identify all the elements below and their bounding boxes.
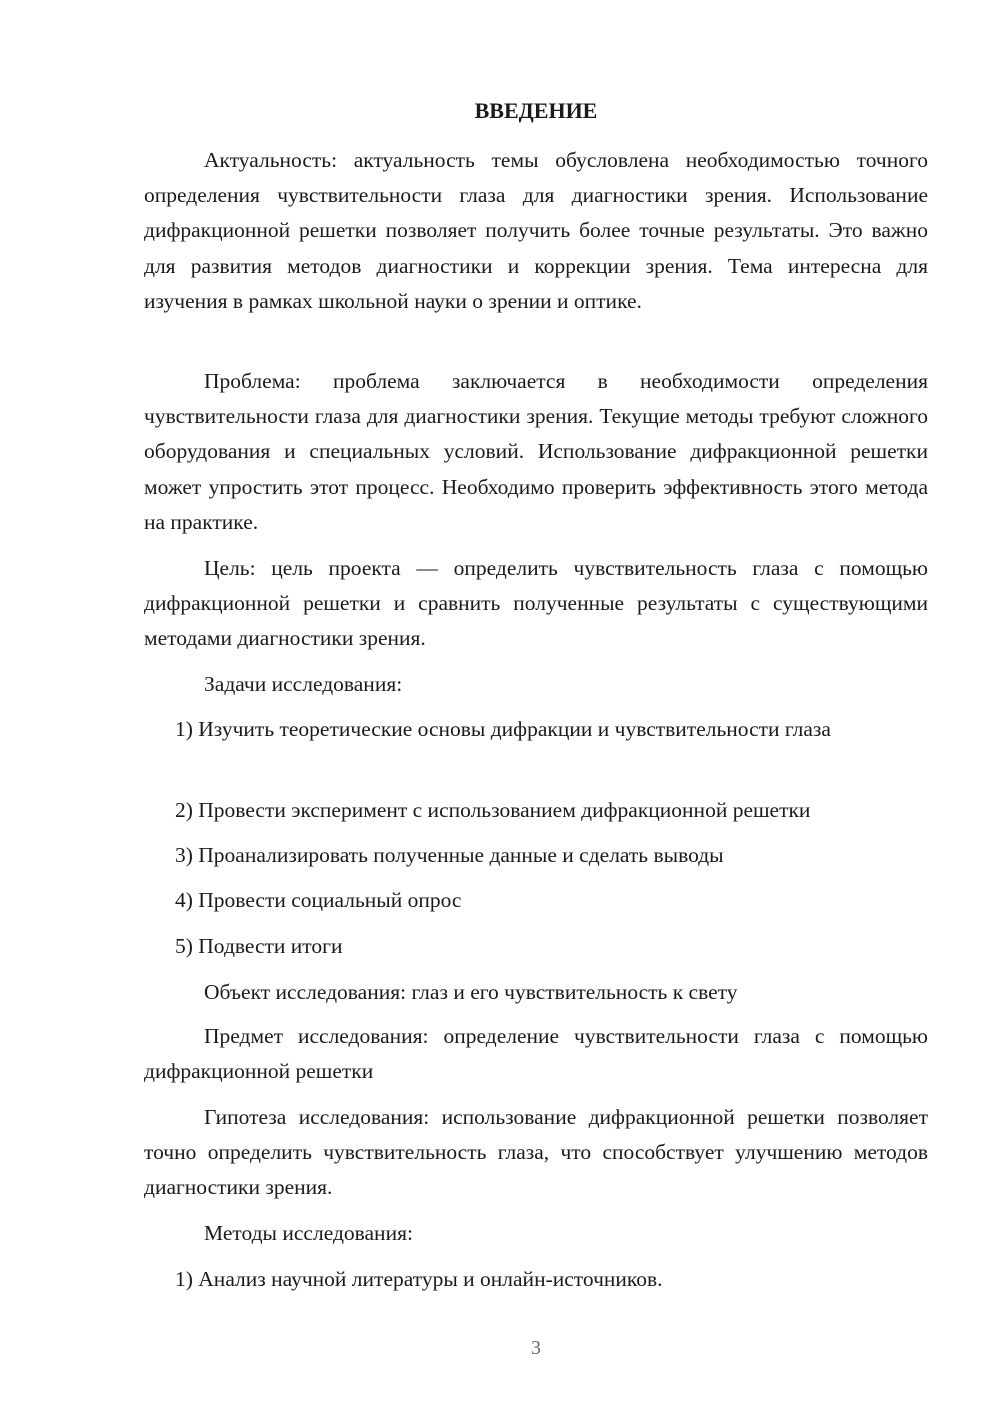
page-number: 3 [531, 1337, 541, 1359]
hypothesis-paragraph: Гипотеза исследования: использование дифракционной решетки позволяет точно определить чувствительность глаза, что способствует улучшению методов диагностики зрения. [144, 1105, 928, 1200]
task-item-3: 3) Проанализировать полученные данные и сделать выводы [175, 843, 724, 867]
methods-heading: Методы исследования: [204, 1221, 413, 1245]
goal-paragraph: Цель: цель проекта — определить чувствительность глаза с помощью дифракционной решетки и сравнить полученные результаты с существующими методами диагностики зрения. [144, 556, 928, 651]
subject-paragraph: Предмет исследования: определение чувствительности глаза с помощью дифракционной решетки [144, 1024, 928, 1084]
task-item-4: 4) Провести социальный опрос [175, 888, 462, 912]
relevance-paragraph: Актуальность: актуальность темы обусловлена необходимостью точного определения чувствительности глаза для диагностики зрения. Использование дифракционной решетки позволяет получить более точные результаты. Это важно для развития методов диагностики и коррекции зрения. Тема интересна для изучения в рамках школьной науки о зрении и оптике. [144, 148, 928, 313]
tasks-heading: Задачи исследования: [204, 672, 403, 696]
method-item-1: 1) Анализ научной литературы и онлайн-источников. [175, 1267, 663, 1291]
task-item-5: 5) Подвести итоги [175, 934, 343, 958]
task-item-2: 2) Провести эксперимент с использованием дифракционной решетки [175, 798, 811, 822]
section-heading: ВВЕДЕНИЕ [474, 98, 598, 123]
object-paragraph: Объект исследования: глаз и его чувствительность к свету [204, 980, 738, 1004]
document-page [144, 0, 928, 1414]
task-item-1: 1) Изучить теоретические основы дифракции и чувствительности глаза [175, 717, 831, 741]
problem-paragraph: Проблема: проблема заключается в необходимости определения чувствительности глаза для диагностики зрения. Текущие методы требуют сложного оборудования и специальных условий. Использование дифракционной решетки может упростить этот процесс. Необходимо проверить эффективность этого метода на практике. [144, 369, 928, 534]
